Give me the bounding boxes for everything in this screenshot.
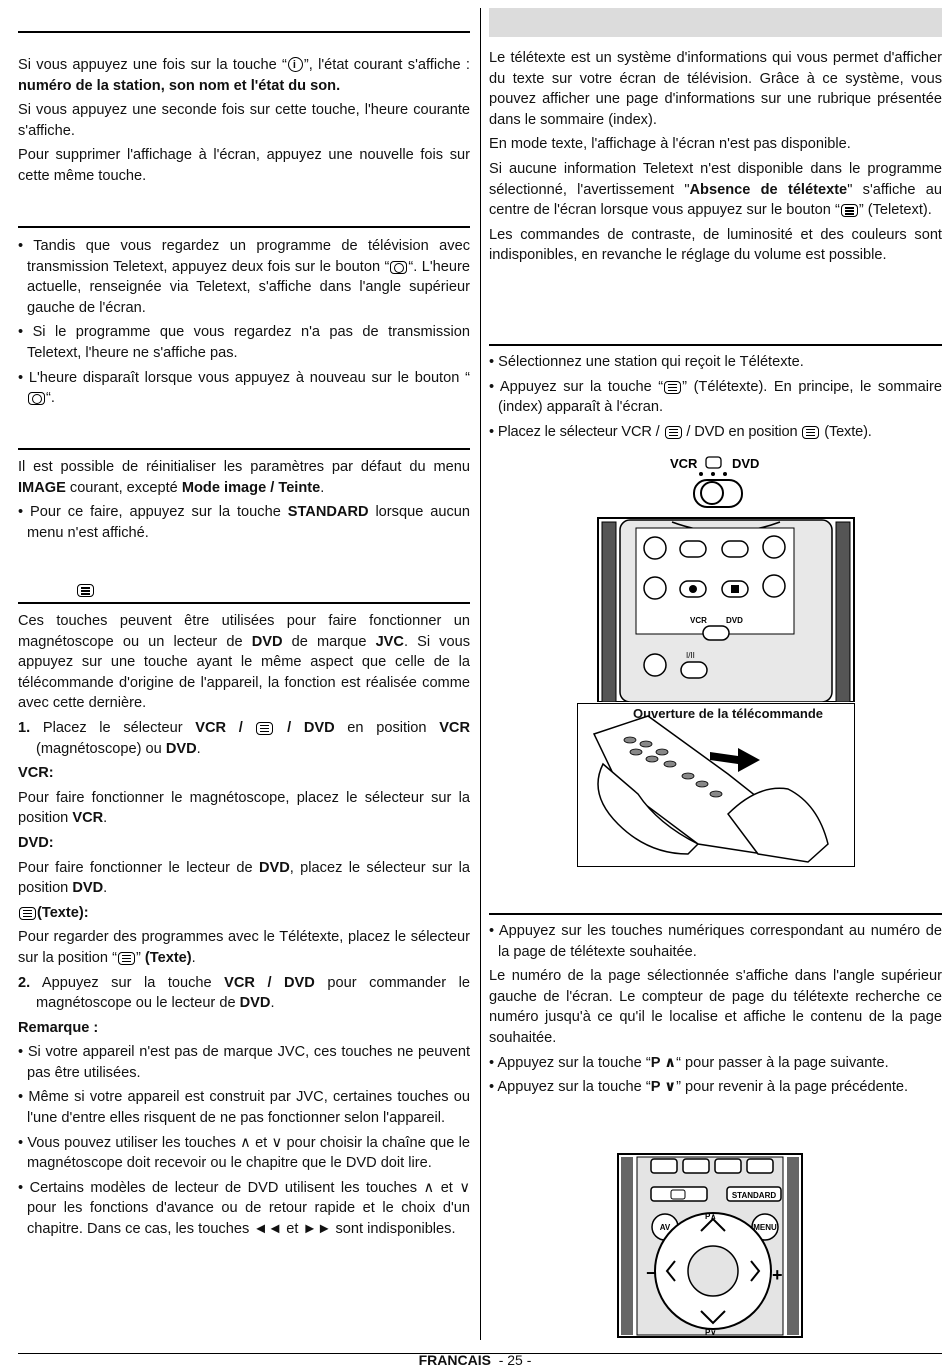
right-section-teletext-steps: • Sélectionnez une station qui reçoit le Télétexte. • Appuyez sur la touche “ ” (Télétexte). En principe, le sommaire (index) apparaît à l'écran. • Placez le sélecteur VCR / / DVD en position (Texte). <box>489 354 942 440</box>
rule-right-2 <box>489 913 942 915</box>
page-footer <box>0 1352 950 1368</box>
p-up-label: P∧ <box>705 1212 717 1221</box>
teletext-icon <box>665 426 682 439</box>
volume-minus-icon: − <box>646 1263 657 1283</box>
p-down-label: P∨ <box>705 1328 717 1337</box>
remote-selector-figure <box>590 452 870 702</box>
clock-icon <box>390 261 407 274</box>
volume-plus-icon: + <box>772 1265 783 1285</box>
teletext-icon <box>77 584 94 597</box>
left-section-standard: Il est possible de réinitialiser les paramètres par défaut du menu IMAGE courant, excepté Mode image / Teinte. • Pour ce faire, appuyez sur la touche STANDARD lorsque aucun menu n'est affiché. <box>18 459 470 541</box>
teletext-icon <box>19 907 36 920</box>
button-standby <box>763 575 785 597</box>
teletext-icon <box>118 952 135 965</box>
footer-language: FRANCAIS <box>418 1352 491 1368</box>
menu-button-label: MENU <box>753 1223 777 1232</box>
section-header-bar <box>489 8 942 37</box>
left-section-vcr-dvd: Ces touches peuvent être utilisées pour faire fonctionner un magnétoscope ou un lecteur de DVD de marque JVC. Si vous appuyez sur une touche ayant le même aspect que celle de la télécommande d'origine de l'appareil, la fonction est réalisée comme avec cette dernière. 1. Placez le sélecteur VCR / / DVD en position VCR (magnétoscope) ou DVD. VCR: Pour faire fonctionner le magnétoscope, placez le sélecteur sur la position VCR. DVD: Pour faire fonctionner le lecteur de DVD, placez le sélecteur sur la position DVD. (Texte): Pour regarder des programmes avec le Télétexte, placez le sélecteur sur la position “ ” (Texte). 2. Appuyez sur la touche VCR / DVD pour commander le magnétoscope ou le lecteur de DVD. Remarque : • Si votre appareil n'est pas de marque JVC, ces touches ne peuvent pas être utilisées. • Même si votre appareil est construit par JVC, certaines touches ou l'une d'entre elles risquent de ne pas fonctionner selon l'appareil. • Vous pouvez utiliser les touches ∧ et ∨ pour choisir la chaîne que le magnétoscope doit recevoir ou le chapitre que le DVD doit lire. • Certains modèles de lecteur de DVD utilisent les touches ∧ et ∨ pour les fonctions d'avance ou de retour rapide et le choix d'un chapitre. Dans ce cas, les touches ◄◄ et ►► sont indisponibles. <box>18 613 471 1238</box>
button-down <box>644 577 666 599</box>
button-play <box>722 541 748 557</box>
av-button-label: AV <box>659 1223 671 1232</box>
remote-dvd-label: DVD <box>726 616 743 625</box>
button-rewind <box>680 541 706 557</box>
teletext-icon <box>841 204 858 217</box>
left-section-clock: • Tandis que vous regardez un programme de télévision avec transmission Teletext, appuyez deux fois sur le bouton “ “. L'heure actuelle, renseignée via Teletext, s'affiche dans l'angle supérieur gauche de l'écran. • Si le programme que vous regardez n'a pas de transmission Teletext, l'heure ne s'affiche pas. • L'heure disparaît lorsque vous appuyez à nouveau sur le bouton ““. <box>18 238 470 407</box>
rule-left-4 <box>18 602 470 604</box>
sound-mode-label: I/II <box>686 651 695 660</box>
standard-button-label: STANDARD <box>731 1191 777 1200</box>
teletext-icon <box>664 381 681 394</box>
right-section-teletext-intro: Le télétexte est un système d'informations qui vous permet d'afficher du texte sur votre écran de télévision. Grâce à ce système, vous pouvez afficher une page d'informations sur une rubrique présentée dans le sommaire (index). En mode texte, l'affichage à l'écran n'est pas disponible. Si aucune information Teletext n'est disponible dans le programme sélectionné, l'avertissement "Absence de télétexte" s'affiche au centre de l'écran lorsque vous appuyez sur le bouton “ ” (Teletext). Les commandes de contraste, de luminosité et des couleurs sont indisponibles, en revanche le réglage du volume est possible. <box>489 50 942 264</box>
footer-page-number: - 25 - <box>498 1352 532 1368</box>
remote-opening-figure <box>577 703 855 867</box>
button-up <box>644 537 666 559</box>
teletext-icon <box>256 722 273 735</box>
rule-left-2 <box>18 226 470 228</box>
right-section-page-select: • Appuyez sur les touches numériques correspondant au numéro de la page de télétexte souhaitée. Le numéro de la page sélectionnée s'affiche dans l'angle supérieur gauche de l'écran. Le compteur de page du télétexte recherche ce numéro jusqu'à ce qu'il le localise et affiche le contenu de la page souhaitée. • Appuyez sur la touche “P ∧“ pour passer à la page suivante. • Appuyez sur la touche “P ∨” pour revenir à la page précédente. <box>489 923 942 1096</box>
remote-vcr-label: VCR <box>690 616 707 625</box>
column-divider <box>480 8 481 1340</box>
teletext-icon <box>802 426 819 439</box>
selector-dvd-label: DVD <box>732 456 760 471</box>
left-section-info: Si vous appuyez une fois sur la touche “i ”, l'état courant s'affiche : numéro de la station, son nom et l'état du son. Si vous appuyez une seconde fois sur cette touche, l'heure courante s'affiche. Pour supprimer l'affichage à l'écran, appuyez une nouvelle fois sur cette même touche. <box>18 55 470 191</box>
button-fastforward <box>763 536 785 558</box>
info-icon <box>288 57 303 72</box>
remote-opening-caption: Ouverture de la télécommande <box>633 706 824 721</box>
clock-icon <box>28 392 45 405</box>
rule-left-3 <box>18 448 470 450</box>
selector-teletext-icon <box>706 457 721 468</box>
selector-vcr-label: VCR <box>670 456 698 471</box>
remote-navigation-figure <box>617 1153 803 1338</box>
rule-right-1 <box>489 344 942 346</box>
button-info <box>644 654 666 676</box>
button-sound <box>681 662 707 678</box>
rule-left-1 <box>18 31 470 33</box>
